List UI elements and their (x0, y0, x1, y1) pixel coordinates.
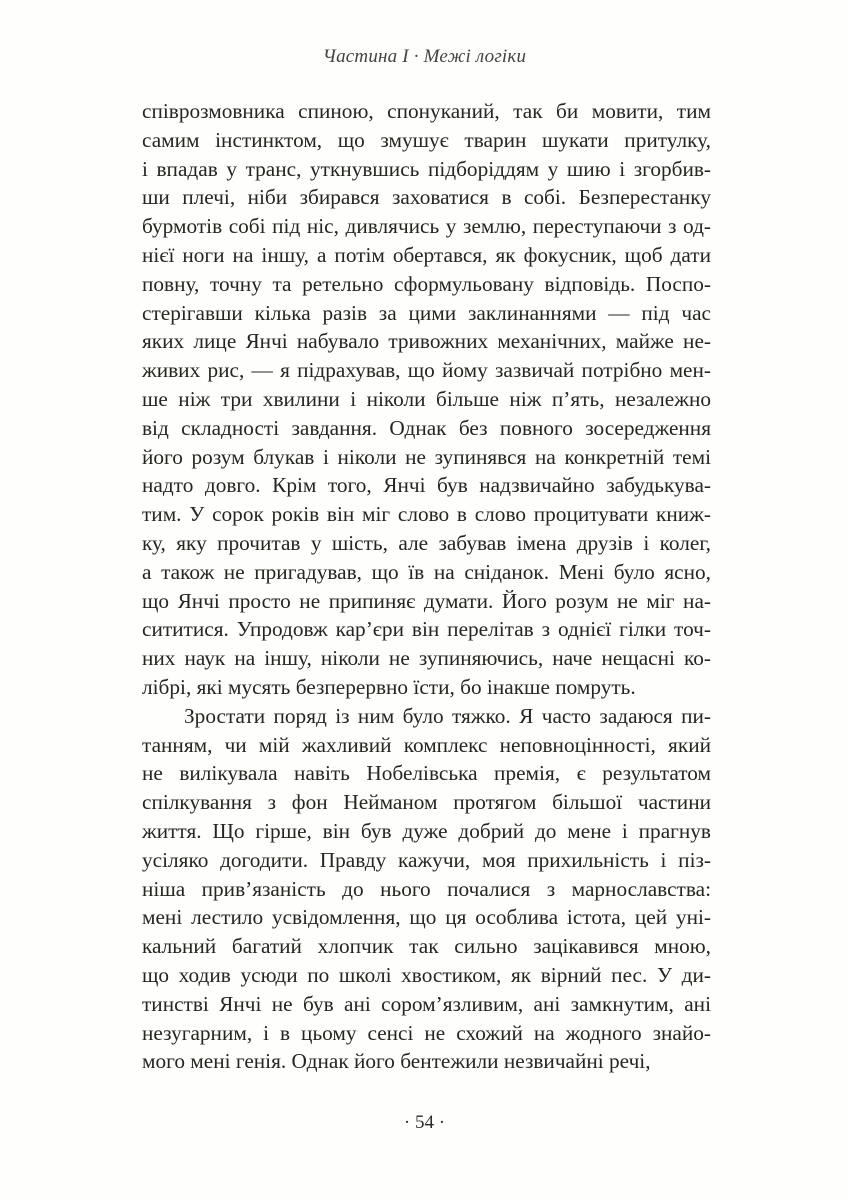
text-line: сититися. Упродовж кар’єри він перелітав з однієї гілки точ- (142, 617, 711, 642)
text-line: Зростати поряд із ним було тяжко. Я часто задаюся пи- (184, 703, 711, 728)
text-line: від складності завдання. Однак без повного зосередження (142, 415, 711, 440)
text-block (142, 97, 711, 1076)
running-header: Частина І · Межі логіки (322, 46, 527, 67)
text-line: усіляко догодити. Правду кажучи, моя прихильність і піз- (142, 847, 711, 872)
text-line: життя. Що гірше, він був дуже добрий до мене і прагнув (142, 818, 711, 843)
page-number: · 54 · (403, 1112, 446, 1133)
text-line: яких лице Янчі набувало тривожних механічних, майже не- (142, 329, 711, 354)
text-line: живих рис, — я підрахував, що йому зазвичай потрібно мен- (142, 358, 711, 383)
text-line: тинстві Янчі не був ані сором’язливим, ані замкнутим, ані (142, 991, 711, 1016)
text-line: його розум блукав і ніколи не зупинявся на конкретній темі (142, 444, 711, 469)
text-line: співрозмовника спиною, спонуканий, так би мовити, тим (142, 99, 711, 123)
text-line: ше ніж три хвилини і ніколи більше ніж п’ять, незалежно (142, 386, 711, 411)
text-line: що ходив усюди по школі хвостиком, як вірний пес. У ди- (142, 962, 711, 987)
text-line: мого мені генія. Однак його бентежили незвичайні речі, (142, 1049, 651, 1074)
text-line: ніша прив’язаність до нього почалися з марнославства: (142, 876, 711, 901)
text-line: що Янчі просто не припиняє думати. Його розум не міг на- (142, 588, 711, 613)
text-line: незугарним, і в цьому сенсі не схожий на жодного знайо- (142, 1020, 711, 1045)
text-line: танням, чи мій жахливий комплекс неповноцінності, який (142, 732, 711, 757)
text-line: спілкування з фон Нейманом протягом більшої частини (142, 790, 711, 815)
text-line: нієї ноги на іншу, а потім обертався, як фокусник, щоб дати (142, 242, 711, 267)
text-line: мені лестило усвідомлення, що ця особлива істота, цей уні- (142, 905, 711, 930)
text-line: них наук на іншу, ніколи не зупиняючись, наче нещасні ко- (142, 646, 711, 671)
text-line: самим інстинктом, що змушує тварин шукати притулку, (142, 127, 711, 152)
text-line: тим. У сорок років він міг слово в слово процитувати книж- (142, 502, 711, 527)
text-line: надто довго. Крім того, Янчі був надзвичайно забудькува- (142, 473, 711, 498)
text-line: і впадав у транс, уткнувшись підборіддям у шию і згорбив- (142, 156, 711, 181)
text-line: повну, точну та ретельно сформульовану відповідь. Поспо- (142, 271, 711, 296)
text-line: лібрі, які мусять безперервно їсти, бо інакше помруть. (142, 674, 636, 699)
text-line: ку, яку прочитав у шість, але забував імена друзів і колег, (142, 530, 711, 555)
text-line: бурмотів собі під ніс, дивлячись у землю, переступаючи з од- (142, 214, 711, 239)
text-line: ши плечі, ніби збирався заховатися в собі. Безперестанку (142, 185, 711, 210)
text-line: кальний багатий хлопчик так сильно зацікавився мною, (142, 934, 711, 959)
text-line: стерігавши кілька разів за цими заклинаннями — під час (142, 300, 711, 325)
text-line: а також не пригадував, що їв на сніданок. Мені було ясно, (142, 559, 711, 584)
text-line: не вилікувала навіть Нобелівська премія, є результатом (142, 761, 711, 786)
